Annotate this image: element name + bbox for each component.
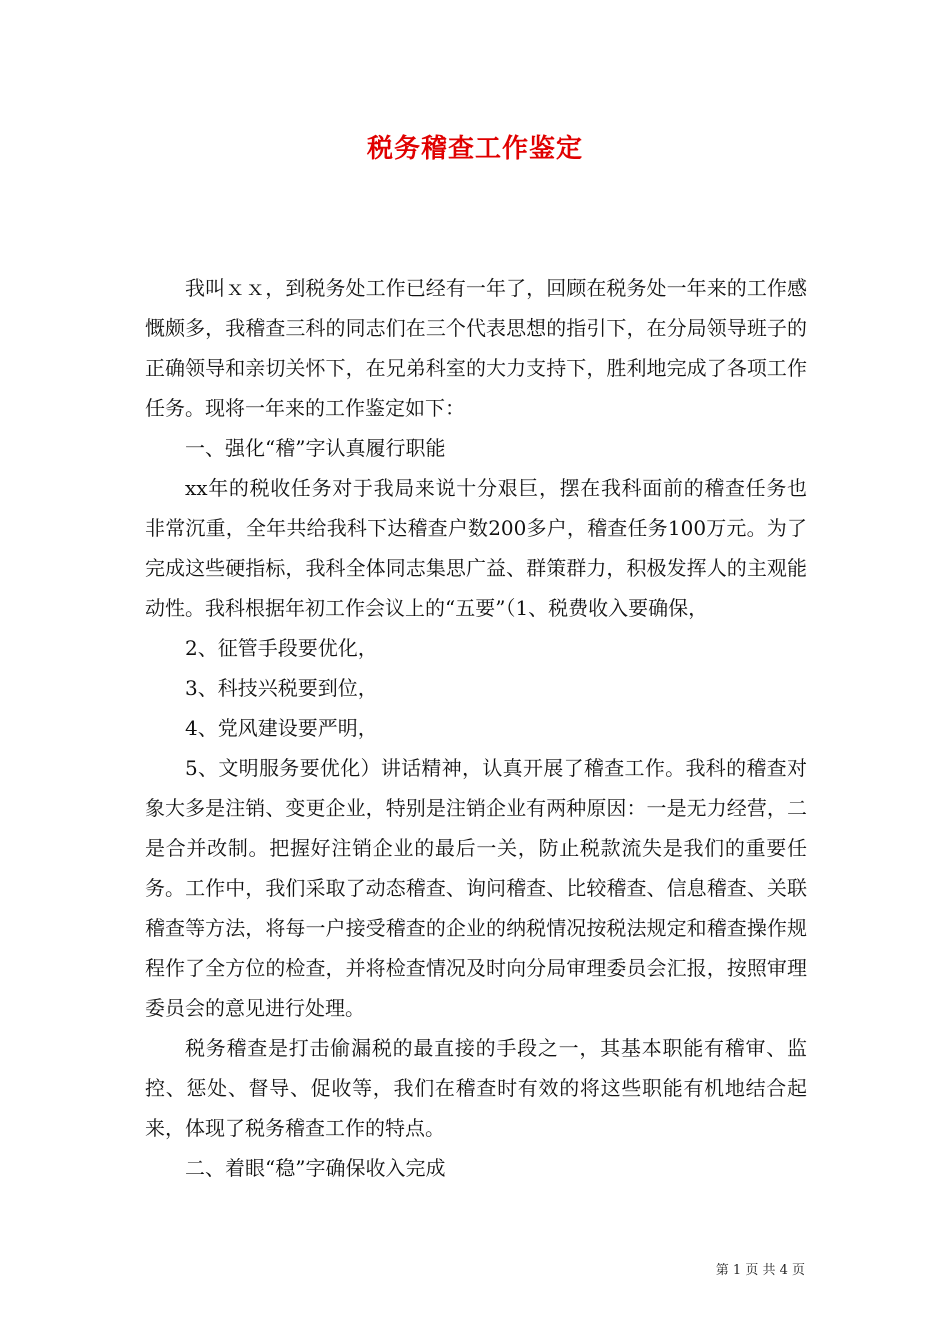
document-title: 税务稽查工作鉴定 (366, 134, 583, 164)
section-heading: 二、着眼“稳”字确保收入完成 (185, 1156, 446, 1180)
document-body (145, 268, 807, 1188)
paragraph: xx年的税收任务对于我局来说十分艰巨，摆在我科面前的稽查任务也非常沉重，全年共给我科下达稽查户数200多户，稽查任务100万元。为了完成这些硬指标，我科全体同志集思广益、群策群力，积极发挥人的主观能动性。我科根据年初工作会议上的“五要”（1、税费收入要确保， (145, 476, 807, 620)
list-item: 2、征管手段要优化， (185, 636, 378, 660)
section-heading: 一、强化“稽”字认真履行职能 (185, 436, 446, 460)
list-item: 4、党风建设要严明， (185, 716, 378, 740)
list-item: 3、科技兴税要到位， (185, 676, 378, 700)
paragraph: 税务稽查是打击偷漏税的最直接的手段之一，其基本职能有稽审、监控、惩处、督导、促收等，我们在稽查时有效的将这些职能有机地结合起来，体现了税务稽查工作的特点。 (145, 1036, 807, 1140)
paragraph: 5、文明服务要优化）讲话精神，认真开展了稽查工作。我科的稽查对象大多是注销、变更企业，特别是注销企业有两种原因：一是无力经营，二是合并改制。把握好注销企业的最后一关，防止税款流失是我们的重要任务。工作中，我们采取了动态稽查、询问稽查、比较稽查、信息稽查、关联稽查等方法，将每一户接受稽查的企业的纳税情况按税法规定和稽查操作规程作了全方位的检查，并将检查情况及时向分局审理委员会汇报，按照审理委员会的意见进行处理。 (145, 756, 807, 1020)
paragraph: 我叫ｘｘ，到税务处工作已经有一年了，回顾在税务处一年来的工作感慨颇多，我稽查三科的同志们在三个代表思想的指引下，在分局领导班子的正确领导和亲切关怀下，在兄弟科室的大力支持下，胜利地完成了各项工作任务。现将一年来的工作鉴定如下： (145, 276, 807, 420)
page-number: 第 1 页 共 4 页 (715, 1263, 805, 1278)
